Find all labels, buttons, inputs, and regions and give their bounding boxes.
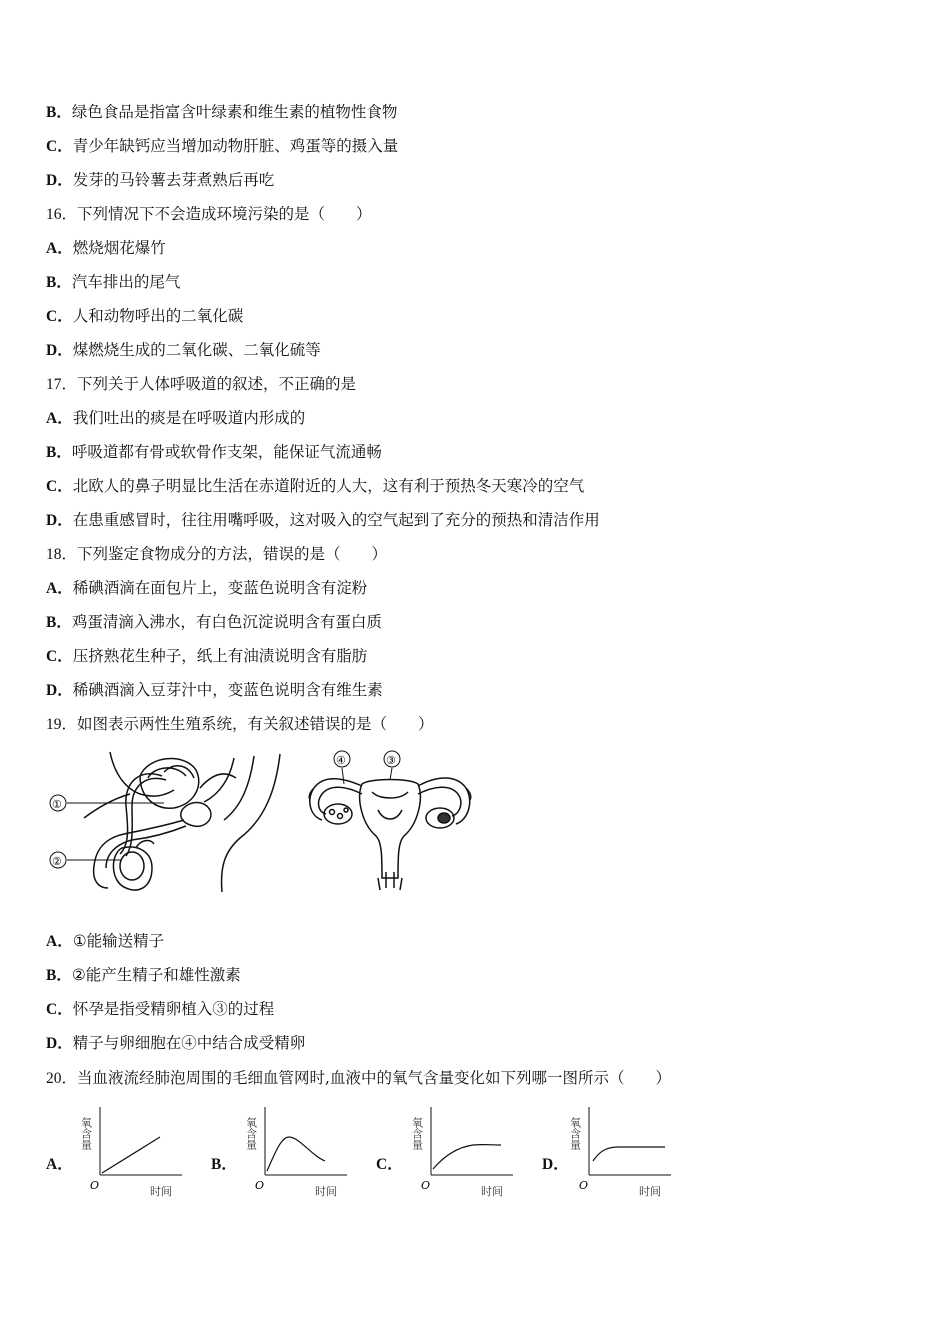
q16-option-a: A．燃烧烟花爆竹 <box>46 239 166 257</box>
origin-label: O <box>579 1179 589 1192</box>
q17-option-d: D．在患重感冒时，往往用嘴呼吸，这对吸入的空气起到了充分的预热和清洁作用 <box>46 511 600 529</box>
q18-option-b: B．鸡蛋清滴入沸水，有白色沉淀说明含有蛋白质 <box>46 613 382 631</box>
q19-option-c: C．怀孕是指受精卵植入③的过程 <box>46 1000 275 1018</box>
q16-option-b: B．汽车排出的尾气 <box>46 273 181 291</box>
male-label-2: ② <box>52 855 62 868</box>
q15-option-d: D．发芽的马铃薯去芽煮熟后再吃 <box>46 171 275 189</box>
q20-option-d-letter: D． <box>542 1156 569 1173</box>
female-label-4: ④ <box>336 754 346 767</box>
q20-graph-c <box>410 1103 515 1203</box>
q17-option-b: B．呼吸道都有骨或软骨作支架，能保证气流通畅 <box>46 443 382 461</box>
male-label-1: ① <box>52 798 62 811</box>
q20-graph-b <box>244 1103 349 1203</box>
x-axis-label: 时间 <box>639 1185 661 1198</box>
q16-option-d: D．煤燃烧生成的二氧化碳、二氧化硫等 <box>46 341 321 359</box>
curve-rise-plateau <box>433 1145 501 1169</box>
curve-linear <box>102 1137 160 1173</box>
origin-label: O <box>421 1179 431 1192</box>
curve-quick-plateau <box>593 1147 665 1161</box>
origin-label: O <box>255 1179 265 1192</box>
q19-stem: 19．如图表示两性生殖系统，有关叙述错误的是（ ） <box>46 715 434 733</box>
q20-option-b-letter: B． <box>211 1156 237 1173</box>
origin-label: O <box>90 1179 100 1192</box>
q18-option-a: A．稀碘酒滴在面包片上，变蓝色说明含有淀粉 <box>46 579 368 597</box>
female-label-3: ③ <box>386 754 396 767</box>
svg-text:氧含量: 氧含量 <box>79 1117 93 1150</box>
q19-option-b: B．②能产生精子和雄性激素 <box>46 966 241 984</box>
q20-graph-d <box>568 1103 673 1203</box>
q19-option-a: A．①能输送精子 <box>46 932 165 950</box>
q15-option-b: B．绿色食品是指富含叶绿素和维生素的植物性食物 <box>46 103 398 121</box>
q20-option-a-letter: A． <box>46 1156 73 1173</box>
q16-stem: 16．下列情况下不会造成环境污染的是（ ） <box>46 205 372 223</box>
q20-stem: 20．当血液流经肺泡周围的毛细血管网时,血液中的氧气含量变化如下列哪一图所示（ ） <box>46 1069 671 1087</box>
q15-option-c: C．青少年缺钙应当增加动物肝脏、鸡蛋等的摄入量 <box>46 137 399 155</box>
male-reproductive-diagram <box>44 748 294 894</box>
y-axis-label: 氧含量 <box>410 1117 424 1150</box>
q19-option-d: D．精子与卵细胞在④中结合成受精卵 <box>46 1034 306 1052</box>
y-axis-label: 氧含量 <box>244 1117 258 1150</box>
q16-option-c: C．人和动物呼出的二氧化碳 <box>46 307 244 325</box>
curve-rise-fall <box>267 1137 325 1171</box>
q17-stem: 17．下列关于人体呼吸道的叙述，不正确的是 <box>46 375 357 393</box>
q20-option-c-letter: C． <box>376 1156 403 1173</box>
q18-option-d: D．稀碘酒滴入豆芽汁中，变蓝色说明含有维生素 <box>46 681 383 699</box>
q18-option-c: C．压挤熟花生种子，纸上有油渍说明含有脂肪 <box>46 647 368 665</box>
q18-stem: 18．下列鉴定食物成分的方法，错误的是（ ） <box>46 545 388 563</box>
x-axis-label: 时间 <box>315 1185 337 1198</box>
female-reproductive-diagram <box>300 748 480 894</box>
x-axis-label: 时间 <box>150 1185 172 1198</box>
q20-graph-a <box>79 1103 184 1203</box>
q17-option-a: A．我们吐出的痰是在呼吸道内形成的 <box>46 409 306 427</box>
y-axis-label: 氧含量 <box>568 1117 582 1150</box>
y-axis-label <box>80 1116 93 1150</box>
x-axis-label: 时间 <box>481 1185 503 1198</box>
q17-option-c: C．北欧人的鼻子明显比生活在赤道附近的人大，这有利于预热冬天寒冷的空气 <box>46 477 585 495</box>
